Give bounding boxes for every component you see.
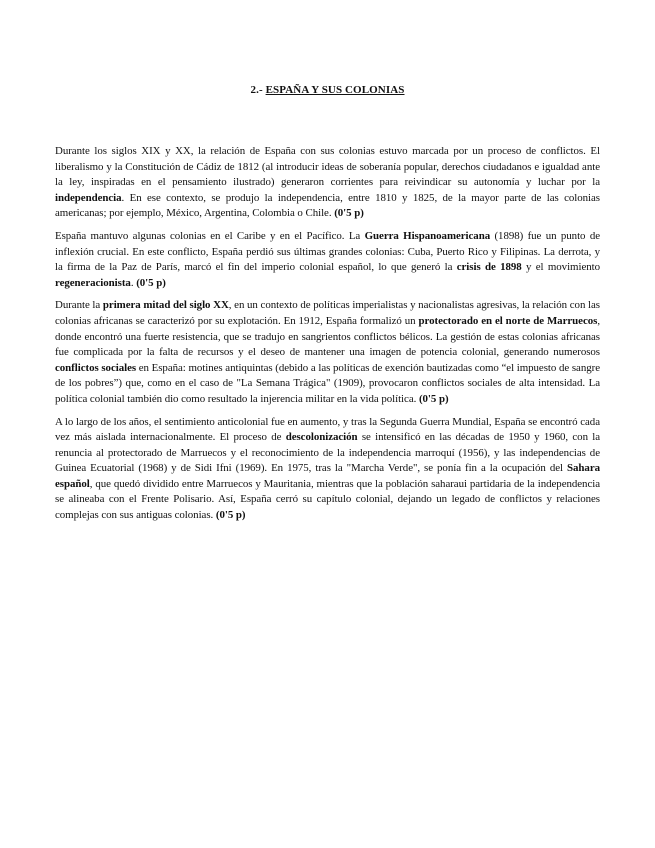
bold-term: conflictos sociales <box>55 361 137 374</box>
paragraph <box>55 415 600 524</box>
section-heading: ESPAÑA Y SUS COLONIAS <box>265 84 405 96</box>
bold-term: crisis de 1898 <box>456 261 522 274</box>
text-run: Durante la <box>55 299 103 312</box>
bold-term: primera mitad del siglo XX <box>102 299 229 312</box>
text-run: . En ese contexto, se produjo la independencia, entre 1810 y 1825, de la mayor parte de las colonias americanas; por ejemplo, México, Argentina, Colombia o Chile. <box>55 191 600 220</box>
text-run: , que quedó dividido entre Marruecos y Mauritania, mientras que la población saharaui partidaria de la independencia se alineaba con el Frente Polisario. Así, España cerró su capítulo colonial, dejando un legado de conflictos y relaciones complejas con sus antiguas colonias. <box>55 477 600 522</box>
bold-term: protectorado en el norte de Marruecos <box>418 314 598 327</box>
bold-term: (0'5 p) <box>215 509 246 522</box>
bold-term: Guerra Hispanoamericana <box>364 229 491 242</box>
paragraph <box>55 229 600 291</box>
text-run: se intensificó en las décadas de 1950 y 1960, con la renuncia al protectorado de Marruecos y el reconocimiento de la independencia marroquí (1956), y las independencias de Guinea Ecuatorial (1968) y de Sidi Ifni (1969). En 1975, tras la "Marcha Verde", se ponía fin a la ocupación del <box>55 431 600 475</box>
text-run: A lo largo de los años, el sentimiento anticolonial fue en aumento, y tras la Segunda Guerra Mundial, España se encontró cada vez más aislada internacionalmente. El proceso de <box>55 415 600 444</box>
text-run: Durante los siglos XIX y XX, la relación de España con sus colonias estuvo marcada por un proceso de conflictos. El liberalismo y la Constitución de Cádiz de 1812 (al introducir ideas de soberanía popular, derechos ciudadanos e igualdad ante la ley, inspiradas en el pensamiento ilustrado) generaron corrientes para reivindicar su autonomía y luchar por la <box>55 145 600 189</box>
text-run: España mantuvo algunas colonias en el Caribe y en el Pacífico. La <box>55 229 365 242</box>
bold-term: descolonización <box>285 431 358 444</box>
bold-term: (0'5 p) <box>334 207 364 220</box>
text-run: y el movimiento <box>521 261 600 274</box>
text-run: . <box>130 276 137 289</box>
bold-term: (0'5 p) <box>136 276 166 289</box>
section-title <box>55 84 600 96</box>
bold-term: regeneracionista <box>55 276 131 289</box>
bold-term: (0'5 p) <box>418 392 449 405</box>
paragraph <box>55 144 600 222</box>
bold-term: Sahara español <box>55 462 600 490</box>
section-number: 2.- <box>250 84 263 96</box>
text-run: (1898) fue un punto de inflexión crucial. En este conflicto, España perdió sus últimas grandes colonias: Cuba, Puerto Rico y Filipinas. La derrota, y la firma de la Paz de París, marcó el fin del imperio colonial español, lo que generó la <box>55 229 600 274</box>
text-run: , en un contexto de políticas imperialistas y nacionalistas agresivas, la relación con las colonias africanas se caracterizó por su explotación. En 1912, España formalizó un <box>55 299 600 327</box>
text-run: en España: motines antiquintas (debido a las políticas de exención bautizadas como “el impuesto de sangre de los pobres”) que, como en el caso de "La Semana Trágica" (1909), provocaron conflictos sociales de alta intensidad. La política colonial también dio como resultado la injerencia militar en la vida política. <box>55 361 600 405</box>
text-run: , donde encontró una fuerte resistencia, que se tradujo en sangrientos conflictos bélicos. La gestión de estas colonias africanas fue complicada por la falta de recursos y el deseo de mantener una imagen de potencia colonial, generando numerosos <box>55 314 600 359</box>
bold-term: independencia <box>55 191 122 204</box>
paragraph <box>55 298 600 407</box>
